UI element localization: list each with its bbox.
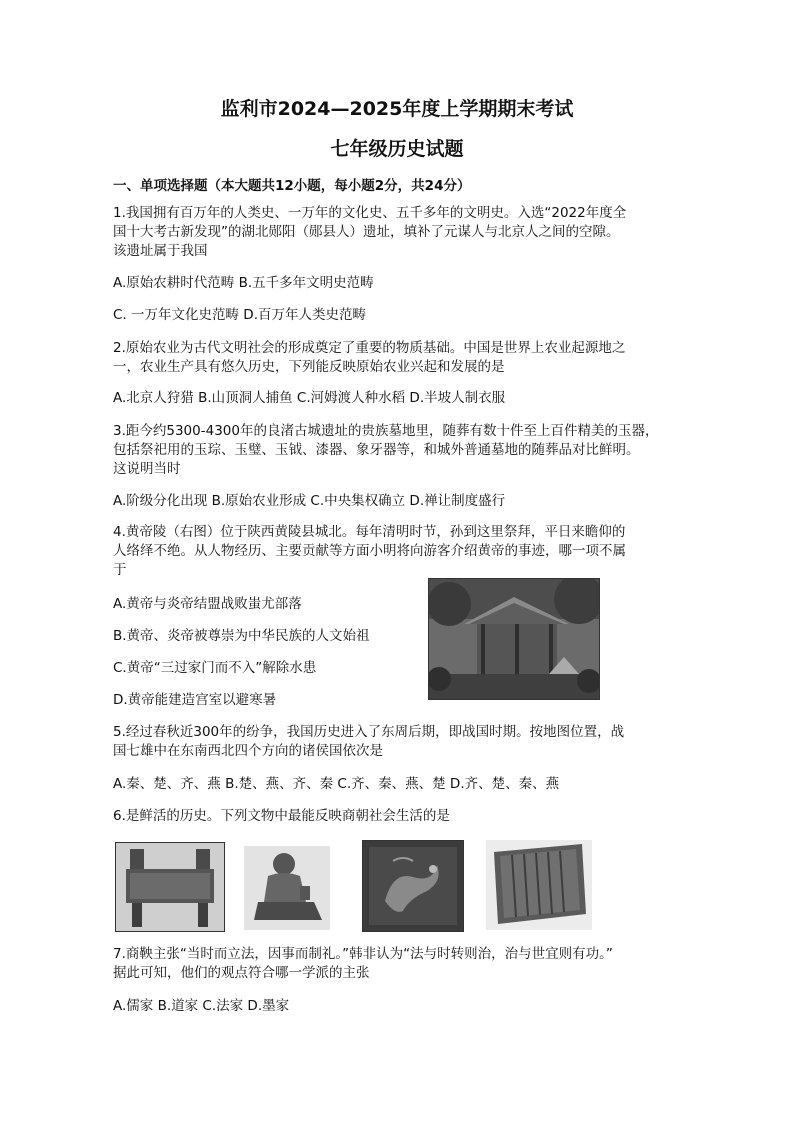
seated-figure-photo: [244, 846, 330, 930]
question-3-options: A.阶级分化出现 B.原始农业形成 C.中央集权确立 D.禅让制度盛行: [113, 493, 506, 509]
question-1-stem-line: 1.我国拥有百万年的人类史、一万年的文化史、五千多年的文明史。入选“2022年度全: [113, 205, 627, 221]
question-3-stem-line: 这说明当时: [113, 461, 181, 477]
question-4-stem-line: 4.黄帝陵（右图）位于陕西黄陵县城北。每年清明时节，孙到这里祭拜，平日来瞻仰的: [113, 524, 626, 540]
question-4-option-c: C.黄帝“三过家门而不入”解除水患: [113, 660, 317, 676]
question-4-stem-line: 人络绎不绝。从人物经历、主要贡献等方面小明将向游客介绍黄帝的事迹，哪一项不属: [113, 543, 626, 559]
bamboo-slips-photo: [486, 840, 592, 930]
question-4-option-a: A.黄帝与炎帝结盟战败蚩尤部落: [113, 596, 302, 612]
question-1-options: C. 一万年文化史范畴 D.百万年人类史范畴: [113, 307, 366, 323]
question-1-stem-line: 该遗址属于我国: [113, 243, 208, 259]
question-2-options: A.北京人狩猎 B.山顶洞人捕鱼 C.河姆渡人种水稻 D.半坡人制衣服: [113, 390, 506, 406]
dragon-relief-photo: [362, 840, 464, 932]
bronze-ding-photo: [115, 842, 225, 932]
pavilion-photo: [428, 578, 600, 700]
question-2-stem-line: 一，农业生产具有悠久历史，下列能反映原始农业兴起和发展的是: [113, 359, 505, 375]
question-1-stem-line: 国十大考古新发现”的湖北郧阳（郧县人）遗址，填补了元谋人与北京人之间的空隙。: [113, 224, 620, 240]
question-4-option-b: B.黄帝、炎帝被尊崇为中华民族的人文始祖: [113, 628, 370, 644]
question-4-option-d: D.黄帝能建造宫室以避寒暑: [113, 692, 277, 708]
exam-subtitle: 七年级历史试题: [330, 138, 464, 160]
question-2-stem-line: 2.原始农业为古代文明社会的形成奠定了重要的物质基础。中国是世界上农业起源地之: [113, 340, 626, 356]
question-3-stem-line: 3.距今约5300-4300年的良渚古城遗址的贵族墓地里，随葬有数十件至上百件精美的玉器，: [113, 423, 659, 439]
question-6-stem-line: 6.是鲜活的历史。下列文物中最能反映商朝社会生活的是: [113, 808, 450, 824]
question-7-stem-line: 据此可知，他们的观点符合哪一学派的主张: [113, 965, 370, 981]
exam-title: 监利市2024—2025年度上学期期末考试: [220, 98, 574, 120]
section-heading: 一、单项选择题（本大题共12小题，每小题2分，共24分）: [113, 178, 471, 194]
question-7-stem-line: 7.商鞅主张“当时而立法，因事而制礼。”韩非认为“法与时转则治，治与世宜则有功。”: [113, 946, 613, 962]
question-4-stem-line: 于: [113, 562, 127, 578]
question-5-stem-line: 5.经过春秋近300年的纷争，我国历史进入了东周后期，即战国时期。按地图位置，战: [113, 724, 625, 740]
question-5-options: A.秦、楚、齐、燕 B.楚、燕、齐、秦 C.齐、秦、燕、楚 D.齐、楚、秦、燕: [113, 776, 560, 792]
question-1-options: A.原始农耕时代范畴 B.五千多年文明史范畴: [113, 275, 374, 291]
question-7-options: A.儒家 B.道家 C.法家 D.墨家: [113, 998, 290, 1014]
question-3-stem-line: 包括祭祀用的玉琮、玉璧、玉钺、漆器、象牙器等，和城外普通墓地的随葬品对比鲜明。: [113, 442, 640, 458]
question-5-stem-line: 国七雄中在东南西北四个方向的诸侯国依次是: [113, 743, 383, 759]
